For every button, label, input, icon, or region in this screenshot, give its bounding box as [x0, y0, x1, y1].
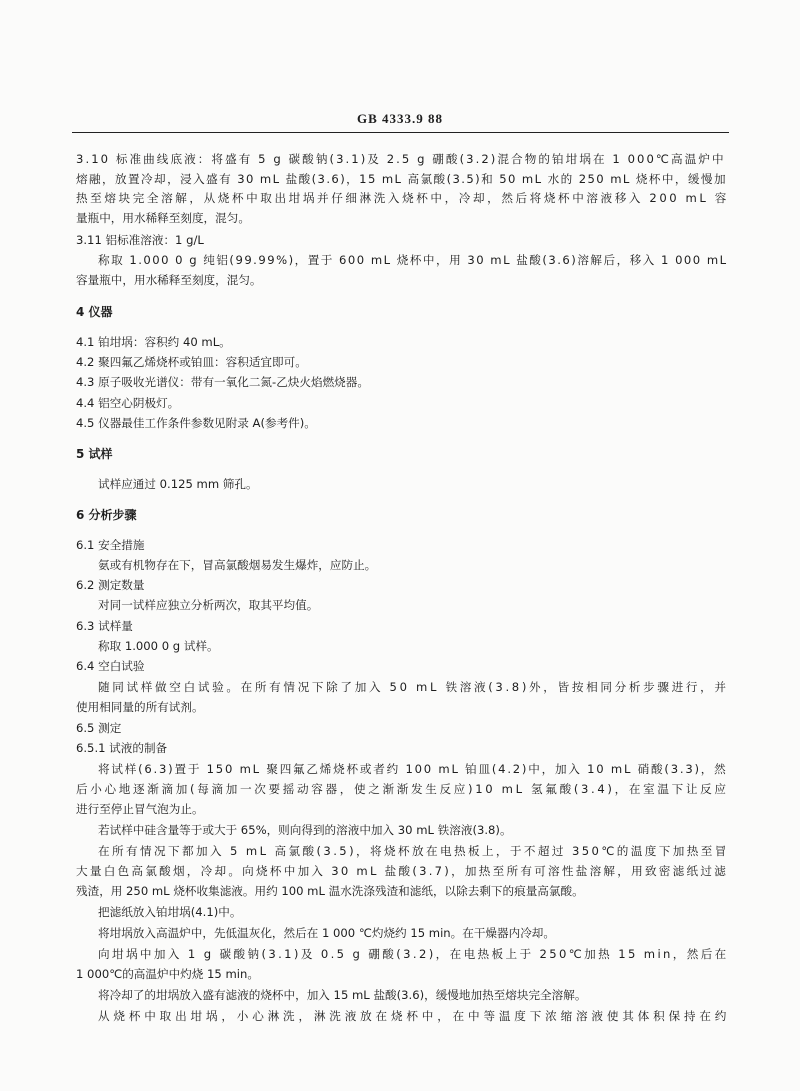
text-line: 氨或有机物存在下，冒高氯酸烟易发生爆炸，应防止。 — [98, 558, 377, 572]
text-line: 将坩埚放入高温炉中，先低温灰化，然后在 1 000 ℃灼烧约 15 min。在干燥器内冷却。 — [98, 926, 555, 940]
text-line: 进行至停止冒气泡为止。 — [76, 802, 204, 816]
subsection-heading: 6.5 测定 — [76, 721, 122, 735]
subsection-heading: 6.4 空白试验 — [76, 659, 145, 673]
section-heading: 5 试样 — [76, 447, 113, 461]
text-line: 容量瓶中，用水稀释至刻度，混匀。 — [76, 273, 262, 287]
text-line: 把滤纸放入铂坩埚(4.1)中。 — [98, 905, 242, 919]
text-line: 将冷却了的坩埚放入盛有滤液的烧杯中，加入 15 mL 盐酸(3.6)，缓慢地加热至熔块完全溶解。 — [98, 988, 587, 1002]
header-rule — [72, 132, 729, 133]
text-line: 4.5 仪器最佳工作条件参数见附录 A(参考件)。 — [76, 416, 316, 430]
text-line: 随同试样做空白试验。在所有情况下除了加入 50 mL 铁溶液(3.8)外，皆按相同分析步骤进行，并 — [98, 680, 729, 694]
section-heading: 6 分析步骤 — [76, 508, 137, 522]
text-line: 后小心地逐渐滴加(每滴加一次要摇动容器，使之渐渐发生反应)10 mL 氢氟酸(3.4)，在室温下让反应 — [76, 782, 729, 796]
text-line: 4.1 铂坩埚：容积约 40 mL。 — [76, 335, 231, 349]
text-line: 4.2 聚四氟乙烯烧杯或铂皿：容积适宜即可。 — [76, 355, 307, 369]
subsection-heading: 6.5.1 试液的制备 — [76, 741, 168, 755]
subsection-heading: 6.3 试样量 — [76, 619, 133, 633]
text-line: 从烧杯中取出坩埚，小心淋洗，淋洗液放在烧杯中，在中等温度下浓缩溶液使其体积保持在约 — [98, 1009, 731, 1023]
text-line: 1 000℃的高温炉中灼烧 15 min。 — [76, 967, 259, 981]
text-line: 残渣，用 250 mL 烧杯收集滤液。用约 100 mL 温水洗涤残渣和滤纸，以除去剩下的痕量高氯酸。 — [76, 884, 584, 898]
text-line: 熔融，放置冷却，浸入盛有 30 mL 盐酸(3.6)，15 mL 高氯酸(3.5)和 50 mL 水的 250 mL 烧杯中，缓慢加 — [76, 172, 727, 186]
text-line: 称取 1.000 0 g 试样。 — [98, 639, 219, 653]
text-line: 4.4 铝空心阴极灯。 — [76, 396, 180, 410]
standard-number-header: GB 4333.9 88 — [356, 111, 444, 126]
text-line: 称取 1.000 0 g 纯铝(99.99%)，置于 600 mL 烧杯中，用 30 mL 盐酸(3.6)溶解后，移入 1 000 mL — [98, 253, 728, 267]
subsection-heading: 6.1 安全措施 — [76, 538, 145, 552]
section-heading: 4 仪器 — [76, 305, 113, 319]
text-line: 3.10 标准曲线底液：将盛有 5 g 碳酸钠(3.1)及 2.5 g 硼酸(3.2)混合物的铂坩埚在 1 000℃高温炉中 — [76, 152, 726, 166]
text-line: 4.3 原子吸收光谱仪：带有一氧化二氮-乙炔火焰燃烧器。 — [76, 375, 369, 389]
text-line: 向坩埚中加入 1 g 碳酸钠(3.1)及 0.5 g 硼酸(3.2)，在电热板上于 250℃加热 15 min，然后在 — [98, 947, 729, 961]
subsection-heading: 6.2 测定数量 — [76, 578, 145, 592]
text-line: 在所有情况下都加入 5 mL 高氯酸(3.5)，将烧杯放在电热板上，于不超过 350℃的温度下加热至冒 — [98, 844, 729, 858]
text-line: 试样应通过 0.125 mm 筛孔。 — [98, 477, 258, 491]
text-line: 量瓶中，用水稀释至刻度，混匀。 — [76, 211, 250, 225]
text-line: 3.11 铝标准溶液：1 g/L — [76, 233, 204, 247]
text-line: 热至熔块完全溶解，从烧杯中取出坩埚并仔细淋洗入烧杯中，冷却，然后将烧杯中溶液移入 200 mL 容 — [76, 191, 729, 205]
text-line: 若试样中硅含量等于或大于 65%，则向得到的溶液中加入 30 mL 铁溶液(3.8)。 — [98, 823, 512, 837]
text-line: 大量白色高氯酸烟，冷却。向烧杯中加入 30 mL 盐酸(3.7)，加热至所有可溶性盐溶解，用致密滤纸过滤 — [76, 864, 729, 878]
text-line: 使用相同量的所有试剂。 — [76, 700, 204, 714]
text-line: 将试样(6.3)置于 150 mL 聚四氟乙烯烧杯或者约 100 mL 铂皿(4.2)中，加入 10 mL 硝酸(3.3)，然 — [98, 762, 728, 776]
text-line: 对同一试样应独立分析两次，取其平均值。 — [98, 598, 319, 612]
